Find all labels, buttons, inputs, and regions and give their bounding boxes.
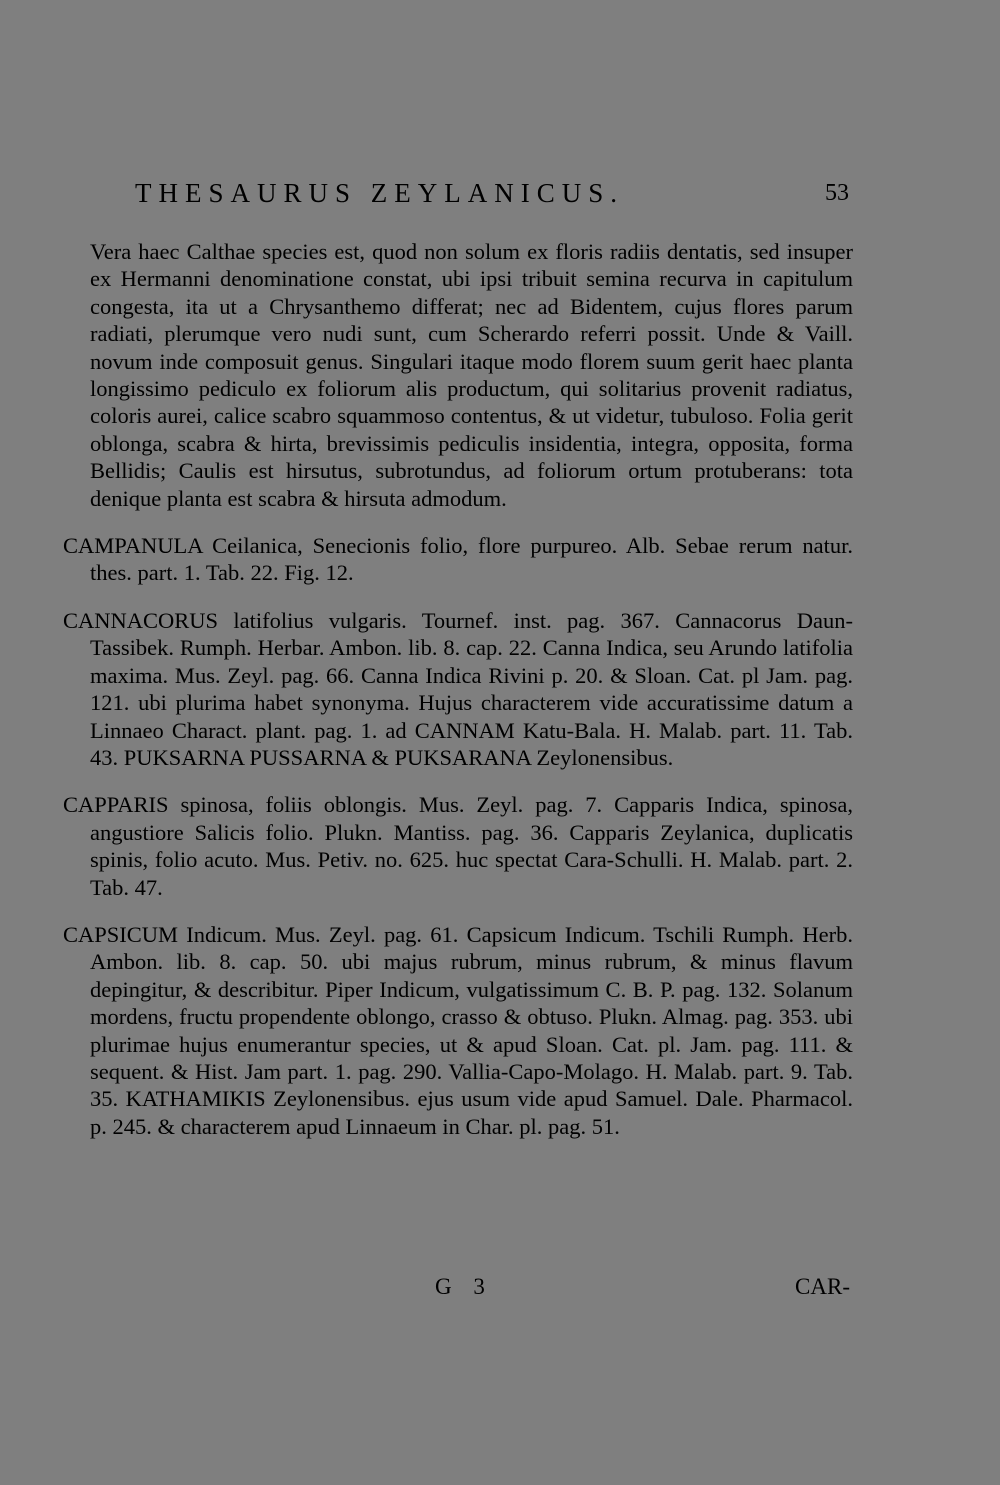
page-number: 53 <box>825 180 849 206</box>
catchword: CAR- <box>795 1274 850 1299</box>
running-title: THESAURUS ZEYLANICUS. <box>135 178 625 208</box>
body-text <box>63 238 853 1140</box>
page-footer <box>63 1274 853 1306</box>
entry-campanula: CAMPANULA Ceilanica, Senecionis folio, flore purpureo. Alb. Sebae rerum natur. thes. part. 1. Tab. 22. Fig. 12. <box>63 533 853 586</box>
entry-capparis: CAPPARIS spinosa, foliis oblongis. Mus. Zeyl. pag. 7. Capparis Indica, spinosa, angustiore Salicis folio. Plukn. Mantiss. pag. 36. Capparis Zeylanica, duplicatis spinis, folio acuto. Mus. Petiv. no. 625. huc spectat Cara-Schulli. H. Malab. part. 2. Tab. 47. <box>63 792 853 900</box>
paragraph-calthae: Vera haec Calthae species est, quod non solum ex floris radiis dentatis, sed insuper ex Hermanni denominatione constat, ubi ipsi tribuit semina recurva in capitulum congesta, ita ut a Chrysanthemo differat; nec ad Bidentem, cujus flores parum radiati, plerumque vero nudi sunt, cum Scherardo referri possit. Unde & Vaill. novum inde composuit genus. Singulari itaque modo florem suum gerit haec planta longissimo pediculo ex foliorum alis productum, qui solitarius provenit radiatus, coloris aurei, calice scabro squammoso contentus, & ut videtur, tubuloso. Folia gerit oblonga, scabra & hirta, brevissimis pediculis insidentia, integra, opposita, forma Bellidis; Caulis est hirsutus, subrotundus, ad foliorum ortum protuberans: tota denique planta est scabra & hirsuta admodum. <box>90 239 853 511</box>
entry-capsicum: CAPSICUM Indicum. Mus. Zeyl. pag. 61. Capsicum Indicum. Tschili Rumph. Herb. Ambon. lib. 8. cap. 50. ubi majus rubrum, minus rubrum, & minus flavum depingitur, & describitur. Piper Indicum, vulgatissimum C. B. P. pag. 132. Solanum mordens, fructu propendente oblongo, crasso & obtuso. Plukn. Almag. pag. 353. ubi plurimae hujus enumerantur species, ut & apud Sloan. Cat. pl. Jam. pag. 111. & sequent. & Hist. Jam part. 1. pag. 290. Vallia-Capo-Molago. H. Malab. part. 9. Tab. 35. KATHAMIKIS Zeylonensibus. ejus usum vide apud Samuel. Dale. Pharmacol. p. 245. & characterem apud Linnaeum in Char. pl. pag. 51. <box>63 921 853 1139</box>
signature-mark: G 3 <box>435 1274 493 1299</box>
page-header <box>135 178 855 218</box>
entry-cannacorus: CANNACORUS latifolius vulgaris. Tournef. inst. pag. 367. Cannacorus Daun-Tassibek. Rumph. Herbar. Ambon. lib. 8. cap. 22. Canna Indica, seu Arundo latifolia maxima. Mus. Zeyl. pag. 66. Canna Indica Rivini p. 20. & Sloan. Cat. pl Jam. pag. 121. ubi plurima habet synonyma. Hujus characterem vide accuratissime datum a Linnaeo Charact. plant. pag. 1. ad CANNAM Katu-Bala. H. Malab. part. 11. Tab. 43. PUKSARNA PUSSARNA & PUKSARANA Zeylonensibus. <box>63 607 853 770</box>
